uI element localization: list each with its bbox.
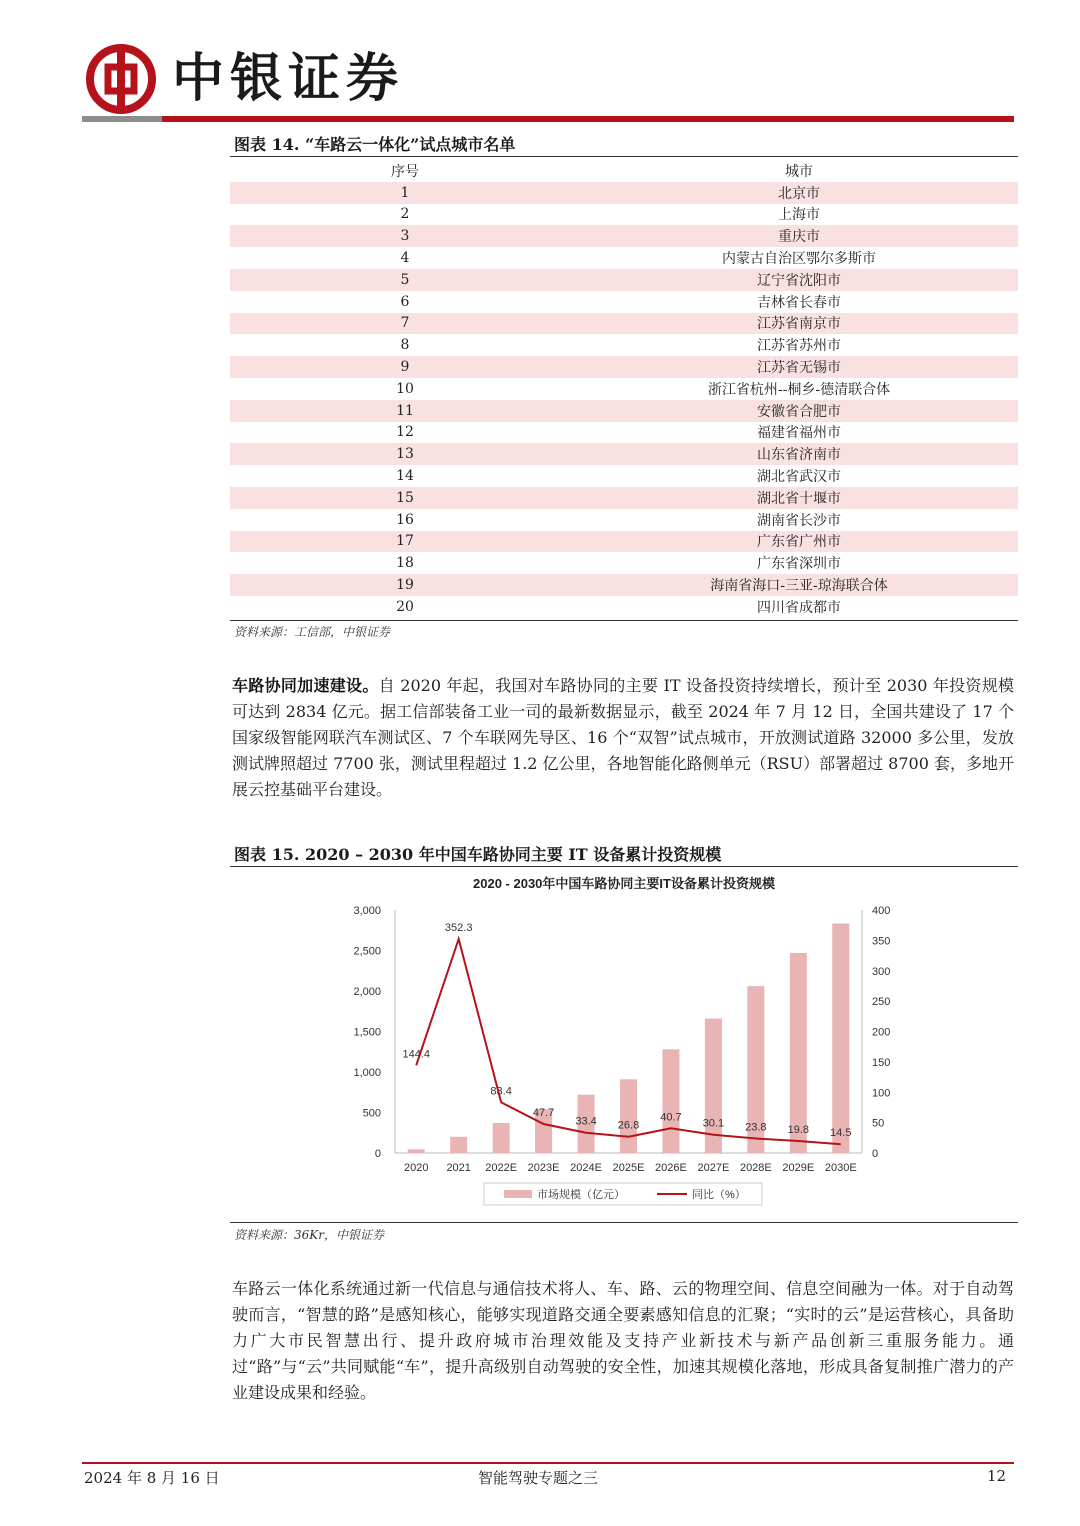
x-tick-label: 2024E [570, 1162, 602, 1174]
row-city: 吉林省长春市 [757, 294, 841, 311]
row-index: 11 [230, 400, 580, 422]
legend-label-bar: 市场规模（亿元） [537, 1189, 625, 1201]
bar-market-size [617, 1079, 640, 1153]
data-label-yoy: 40.7 [660, 1111, 682, 1124]
row-index: 8 [400, 337, 410, 354]
row-index: 6 [400, 293, 410, 310]
row-city: 广东省深圳市 [757, 556, 841, 573]
data-label-yoy: 144.4 [402, 1048, 430, 1061]
x-tick-label: 2027E [697, 1162, 730, 1174]
chart-title: 2020 - 2030年中国车路协同主要IT设备累计投资规模 [473, 876, 775, 891]
row-city: 辽宁省沈阳市 [580, 269, 1018, 291]
x-tick-label: 2021 [446, 1162, 471, 1174]
paragraph-body: 自 2020 年起，我国对车路协同的主要 IT 设备投资持续增长，预计至 2030 年投资规模可达到 2834 亿元。据工信部装备工业一司的最新数据显示，截至 2024 年 7 月 12 日，全国共建设了 17 个国家级智能网联汽车测试区、7 个车联网先导区、16 个“双智”试点城市，开放测试道路 32000 多公里，发放测试牌照超过 7700 张，测试里程超过 1.2 亿公里，各地智能化路侧单元（RSU）部署超过 8700 套，多地开展云控基础平台建设。 [232, 676, 1014, 799]
x-tick-label: 2029E [782, 1162, 815, 1174]
data-label-yoy: 19.8 [787, 1123, 810, 1136]
row-city: 山东省济南市 [580, 443, 1018, 465]
table-row [230, 269, 1018, 291]
footer-rule [82, 1462, 1014, 1464]
table-row [230, 465, 1018, 487]
bank-logo-icon [86, 44, 156, 114]
table-row [230, 182, 1018, 204]
table-row [230, 400, 1018, 422]
x-tick-label: 2025E [612, 1162, 645, 1174]
bar-market-size [408, 1149, 425, 1153]
table-row [230, 443, 1018, 465]
y-right-tick-label: 250 [872, 996, 891, 1009]
legend-swatch-bar [504, 1190, 532, 1198]
y-right-tick-label: 400 [872, 905, 891, 917]
row-index: 20 [396, 598, 414, 615]
row-index: 19 [230, 574, 580, 596]
data-label-yoy: 83.4 [490, 1085, 512, 1098]
table-row [230, 574, 1018, 596]
row-city: 重庆市 [580, 225, 1018, 247]
table-top-rule [230, 156, 1018, 157]
row-city: 湖南省长沙市 [757, 512, 841, 529]
table-row [230, 509, 1018, 531]
table-row [230, 356, 1018, 378]
row-index: 13 [230, 443, 580, 465]
row-index: 10 [396, 380, 414, 397]
row-city: 福建省福州市 [757, 425, 841, 442]
row-city: 安徽省合肥市 [580, 400, 1018, 422]
x-tick-label: 2028E [739, 1162, 772, 1174]
paragraph-vehicle-road-cloud: 车路云一体化系统通过新一代信息与通信技术将人、车、路、云的物理空间、信息空间融为一体。对于自动驾驶而言，“智慧的路”是感知核心，能够实现道路交通全要素感知信息的汇聚；“实时的云”是运营核心，具备助力广大市民智慧出行、提升政府城市治理效能及支持产业新技术与新产品创新三重服务能力。通过“路”与“云”共同赋能“车”，提升高级别自动驾驶的安全性，加速其规模化落地，形成具备复制推广潜力的产业建设成果和经验。 [232, 1279, 1014, 1402]
table-row [230, 378, 1018, 400]
data-label-yoy: 33.4 [575, 1115, 597, 1128]
figure-caption: 图表 15. 2020 – 2030 年中国车路协同主要 IT 设备累计投资规模 [234, 845, 722, 864]
table-row [230, 225, 1018, 247]
row-city: 江苏省无锡市 [580, 356, 1018, 378]
table-row [230, 422, 1018, 444]
row-index: 14 [396, 468, 414, 485]
data-label-yoy: 14.5 [830, 1127, 852, 1140]
investment-chart [232, 866, 1016, 1218]
table-row [230, 204, 1018, 226]
x-tick-label: 2023E [527, 1162, 560, 1174]
table-row [230, 334, 1018, 356]
table-bottom-rule [230, 620, 1018, 621]
bar-market-size [830, 923, 852, 1153]
table-row [230, 531, 1018, 553]
row-city: 四川省成都市 [757, 599, 841, 616]
row-city: 浙江省杭州--桐乡-德清联合体 [707, 381, 891, 398]
row-city: 江苏省南京市 [580, 313, 1018, 335]
figure-bottom-rule [230, 1222, 1018, 1223]
data-label-yoy: 30.1 [702, 1117, 725, 1130]
row-index: 12 [396, 424, 414, 441]
table-source: 资料来源：工信部，中银证券 [234, 625, 391, 639]
x-tick-label: 2026E [655, 1162, 687, 1174]
y-left-tick-label: 1,500 [353, 1026, 381, 1039]
y-right-tick-label: 50 [872, 1117, 885, 1130]
y-left-tick-label: 2,500 [353, 945, 381, 958]
row-index: 16 [396, 511, 414, 528]
bar-market-size [450, 1137, 467, 1153]
data-label-yoy: 352.3 [444, 921, 473, 934]
table-row [230, 313, 1018, 335]
row-index: 15 [230, 487, 580, 509]
y-right-tick-label: 150 [872, 1056, 891, 1069]
figure-source: 资料来源：36Kr，中银证券 [234, 1228, 384, 1242]
row-index: 7 [230, 313, 580, 335]
y-right-tick-label: 350 [872, 935, 891, 948]
data-label-yoy: 47.7 [532, 1107, 555, 1120]
y-left-tick-label: 3,000 [353, 905, 381, 917]
y-right-tick-label: 300 [872, 965, 891, 978]
table-caption: 图表 14. “车路云一体化”试点城市名单 [234, 135, 516, 154]
row-index: 18 [396, 555, 414, 572]
row-index: 4 [400, 250, 410, 267]
x-tick-label: 2022E [485, 1162, 518, 1174]
row-index: 5 [230, 269, 580, 291]
column-header-index: 序号 [391, 163, 419, 180]
table-row [230, 291, 1018, 313]
y-left-tick-label: 2,000 [353, 986, 381, 998]
y-right-tick-label: 100 [872, 1087, 891, 1100]
pilot-city-table [230, 160, 1018, 618]
paragraph-rsu [232, 673, 1014, 803]
paragraph-lead: 车路协同加速建设。 [232, 676, 379, 695]
row-city: 湖北省十堰市 [580, 487, 1018, 509]
table-header-row [230, 160, 1018, 182]
row-city: 湖北省武汉市 [757, 469, 841, 486]
column-header-city: 城市 [785, 163, 813, 180]
row-city: 广东省广州市 [580, 531, 1018, 553]
row-index: 1 [230, 182, 580, 204]
table-row [230, 596, 1018, 618]
bar-market-size [493, 1123, 510, 1153]
row-city: 江苏省苏州市 [757, 338, 841, 355]
y-right-tick-label: 0 [872, 1148, 879, 1160]
page-number: 12 [987, 1467, 1007, 1485]
x-tick-label: 2030E [824, 1162, 857, 1174]
brand-name: 中银证券 [172, 48, 405, 109]
y-right-tick-label: 200 [872, 1026, 891, 1039]
footer-title: 智能驾驶专题之三 [478, 1469, 599, 1487]
table-row [230, 487, 1018, 509]
y-left-tick-label: 500 [362, 1107, 381, 1120]
row-index: 9 [230, 356, 580, 378]
table-row [230, 247, 1018, 269]
row-city: 北京市 [580, 182, 1018, 204]
data-label-yoy: 23.8 [745, 1121, 767, 1134]
table-row [230, 552, 1018, 574]
row-index: 17 [230, 531, 580, 553]
row-index: 2 [400, 206, 410, 223]
footer-date: 2024 年 8 月 16 日 [84, 1469, 220, 1487]
header-bar-gray [82, 116, 162, 122]
y-left-tick-label: 1,000 [353, 1067, 381, 1079]
legend-label-line: 同比（%） [692, 1189, 746, 1201]
x-tick-label: 2020 [403, 1162, 429, 1174]
y-left-tick-label: 0 [374, 1148, 381, 1160]
data-label-yoy: 26.8 [617, 1119, 640, 1132]
row-index: 3 [230, 225, 580, 247]
row-city: 海南省海口-三亚-琼海联合体 [580, 574, 1018, 596]
bar-market-size [660, 1049, 682, 1153]
row-city: 内蒙古自治区鄂尔多斯市 [722, 251, 876, 268]
row-city: 上海市 [778, 207, 820, 224]
header-bar-red [162, 116, 1014, 122]
